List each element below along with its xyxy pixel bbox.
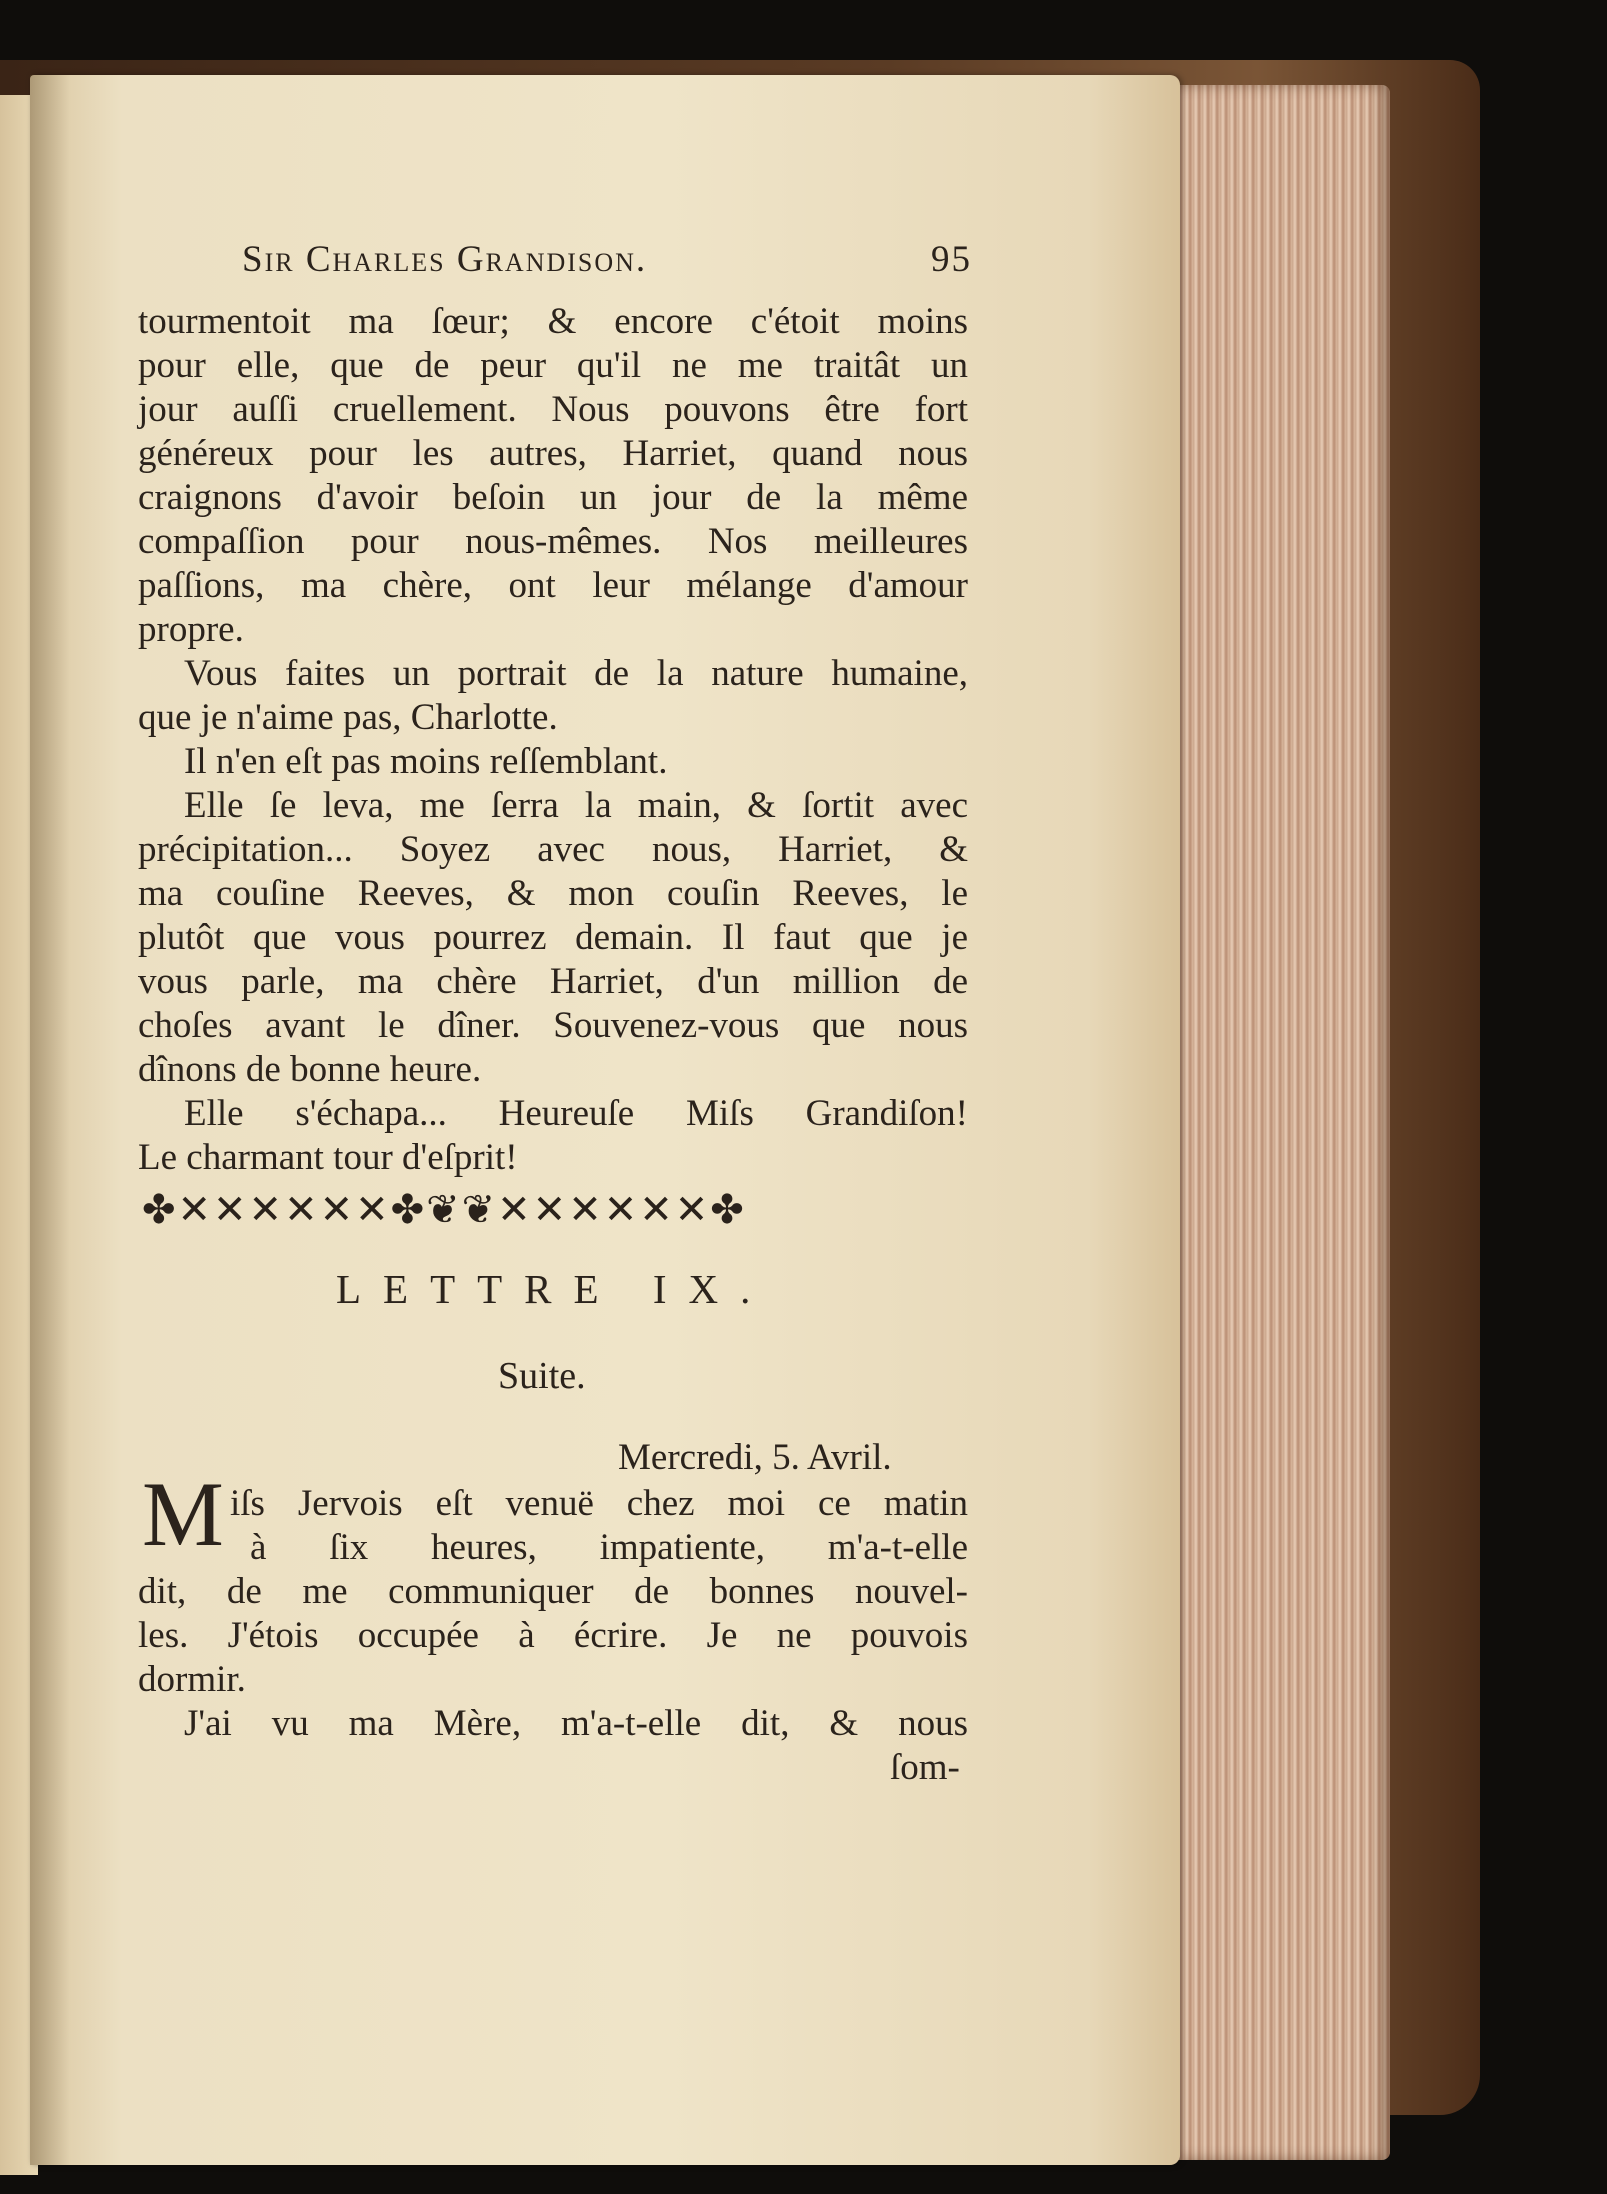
text-line: ma couſine Reeves, & mon couſin Reeves, le <box>138 873 968 914</box>
running-head <box>242 238 972 281</box>
page-edges <box>1175 85 1390 2160</box>
text-line: que je n'aime pas, Charlotte. <box>138 697 558 738</box>
text-line: dormir. <box>138 1659 246 1700</box>
text-line: plutôt que vous pourrez demain. Il faut que je <box>138 917 968 958</box>
text-line: jour auſſi cruellement. Nous pouvons être fort <box>138 389 968 430</box>
text-line: Elle ſe leva, me ſerra la main, & ſortit avec <box>184 785 968 826</box>
ornament-band: ✤✕✕✕✕✕✕✤❦❦✕✕✕✕✕✕✤ <box>142 1187 746 1232</box>
text-line: tourmentoit ma ſœur; & encore c'étoit moins <box>138 301 968 342</box>
text-line: généreux pour les autres, Harriet, quand nous <box>138 433 968 474</box>
gutter-shadow <box>30 75 70 2165</box>
text-line: choſes avant le dîner. Souvenez-vous que nous <box>138 1005 968 1046</box>
text-line: compaſſion pour nous-mêmes. Nos meilleures <box>138 521 968 562</box>
text-line: paſſions, ma chère, ont leur mélange d'amour <box>138 565 968 606</box>
dateline: Mercredi, 5. Avril. <box>618 1437 892 1478</box>
catchword: ſom- <box>890 1747 960 1788</box>
letter-heading: LETTRE IX. <box>336 1266 773 1312</box>
text-line: dînons de bonne heure. <box>138 1049 482 1090</box>
text-line: Le charmant tour d'eſprit! <box>138 1137 518 1178</box>
text-line: Vous faites un portrait de la nature humaine, <box>184 653 968 694</box>
text-line: craignons d'avoir beſoin un jour de la même <box>138 477 968 518</box>
text-line: Il n'en eſt pas moins reſſemblant. <box>184 741 668 782</box>
text-line: pour elle, que de peur qu'il ne me traitât un <box>138 345 968 386</box>
text-line: Elle s'échapa... Heureuſe Miſs Grandiſon! <box>184 1093 968 1134</box>
text-line: à ſix heures, impatiente, m'a-t-elle <box>250 1527 968 1568</box>
running-head-title: Sir Charles Grandison. <box>242 239 648 280</box>
text-line: vous parle, ma chère Harriet, d'un million de <box>138 961 968 1002</box>
text-line: précipitation... Soyez avec nous, Harriet, & <box>138 829 968 870</box>
text-line: iſs Jervois eſt venuë chez moi ce matin <box>230 1483 968 1524</box>
letter-subheading: Suite. <box>498 1355 586 1397</box>
text-line: les. J'étois occupée à écrire. Je ne pouvois <box>138 1615 968 1656</box>
text-line: dit, de me communiquer de bonnes nouvel- <box>138 1571 968 1612</box>
drop-cap: M <box>142 1463 224 1565</box>
page-number: 95 <box>931 239 972 280</box>
text-line: propre. <box>138 609 244 650</box>
text-line: J'ai vu ma Mère, m'a-t-elle dit, & nous <box>184 1703 968 1744</box>
